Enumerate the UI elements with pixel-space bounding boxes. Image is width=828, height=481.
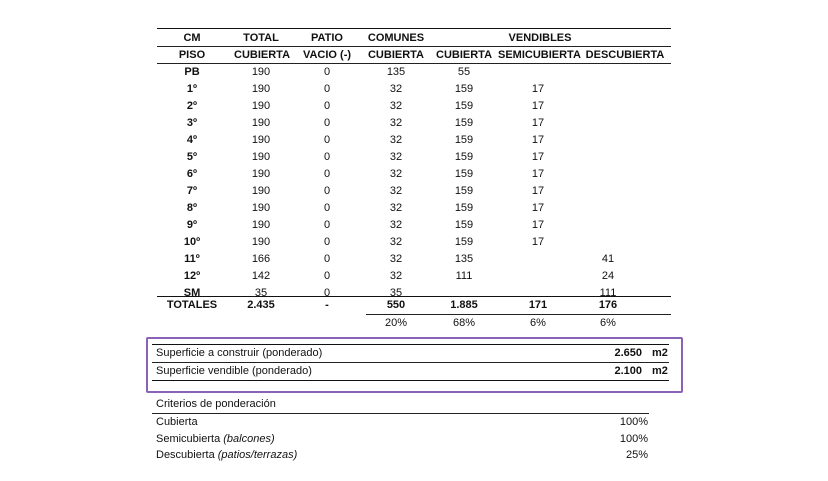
- cell-vend-cubierta: 135: [454, 253, 474, 265]
- criterio-label: Semicubierta: [156, 433, 221, 445]
- summary-bottom-rule: [152, 380, 669, 381]
- table-row: [0, 149, 828, 166]
- criterio-value: 100%: [619, 433, 648, 445]
- superficie-vendible-label: Superficie vendible (ponderado): [156, 365, 312, 377]
- header-vendibles-cubierta: CUBIERTA: [436, 49, 493, 61]
- cell-vend-cubierta: 159: [454, 202, 474, 214]
- cell-total: 166: [251, 253, 271, 265]
- pct-vend-desc: 6%: [600, 317, 616, 329]
- cell-comunes: 32: [389, 168, 403, 180]
- cell-patio: 0: [323, 66, 331, 78]
- cell-vend-cubierta: 159: [454, 151, 474, 163]
- pct-comunes: 20%: [384, 317, 408, 329]
- cell-piso: 11º: [184, 253, 200, 265]
- cell-piso: 10º: [183, 236, 201, 248]
- cell-vend-semi: 17: [531, 185, 545, 197]
- cell-comunes: 32: [389, 270, 403, 282]
- cell-piso: 3º: [186, 117, 198, 129]
- table-row: [0, 234, 828, 251]
- cell-patio: 0: [323, 134, 331, 146]
- totals-row: [0, 297, 828, 314]
- table-row: [0, 132, 828, 149]
- table-row: [0, 81, 828, 98]
- criterio-item: [156, 449, 297, 462]
- cell-total: 190: [251, 185, 271, 197]
- cell-patio: 0: [323, 117, 331, 129]
- summary-mid-rule: [152, 362, 669, 363]
- cell-piso: 5º: [186, 151, 198, 163]
- superficie-construir-value: 2.650: [614, 347, 642, 359]
- cell-patio: 0: [323, 202, 331, 214]
- header-patio-vacio: VACIO (-): [302, 49, 352, 61]
- cell-patio: 0: [323, 270, 331, 282]
- cell-patio: 0: [323, 219, 331, 231]
- cell-vend-cubierta: 159: [454, 168, 474, 180]
- table-row: [0, 268, 828, 285]
- table-row: [0, 251, 828, 268]
- cell-comunes: 32: [389, 185, 403, 197]
- totals-total: 2.435: [247, 299, 275, 311]
- cell-vend-cubierta: 159: [454, 100, 474, 112]
- cell-piso: SM: [183, 287, 201, 299]
- cell-patio: 0: [323, 151, 331, 163]
- cell-vend-semi: 17: [531, 236, 545, 248]
- header-total-cubierta: CUBIERTA: [234, 49, 291, 61]
- cell-vend-cubierta: 111: [455, 270, 473, 282]
- header-vendibles: VENDIBLES: [508, 32, 572, 44]
- cell-total: 35: [254, 287, 268, 299]
- cell-patio: 0: [323, 185, 331, 197]
- cell-piso: 4º: [186, 134, 198, 146]
- cell-patio: 0: [323, 83, 331, 95]
- header-patio: PATIO: [311, 32, 343, 44]
- superficie-vendible-value: 2.100: [614, 365, 642, 377]
- cell-piso: 8º: [186, 202, 198, 214]
- cell-vend-semi: 17: [531, 151, 545, 163]
- cell-vend-cubierta: 159: [454, 236, 474, 248]
- header-total: TOTAL: [243, 32, 279, 44]
- cell-comunes: 32: [389, 253, 403, 265]
- percentages-row: [0, 315, 828, 332]
- table-row: [0, 217, 828, 234]
- cell-vend-desc: 111: [599, 287, 617, 299]
- criterio-item: [156, 433, 275, 446]
- totals-vend-cubierta: 1.885: [450, 299, 478, 311]
- cell-total: 142: [251, 270, 271, 282]
- criterio-item: [156, 416, 198, 429]
- cell-vend-semi: 17: [531, 219, 545, 231]
- cell-vend-cubierta: 55: [457, 66, 471, 78]
- cell-total: 190: [251, 236, 271, 248]
- summary-top-rule: [152, 344, 669, 345]
- criterio-label: Cubierta: [156, 416, 198, 428]
- cell-total: 190: [251, 134, 271, 146]
- cell-vend-desc: 24: [601, 270, 615, 282]
- header-comunes-cubierta: CUBIERTA: [367, 49, 424, 61]
- criterio-label: Descubierta: [156, 449, 215, 461]
- table-top-rule: [157, 28, 671, 29]
- table-row: [0, 115, 828, 132]
- cell-vend-cubierta: 159: [454, 83, 474, 95]
- cell-vend-cubierta: 159: [454, 117, 474, 129]
- cell-comunes: 32: [389, 117, 403, 129]
- cell-total: 190: [251, 117, 271, 129]
- cell-piso: 9º: [186, 219, 198, 231]
- pct-vend-semi: 6%: [530, 317, 546, 329]
- cell-vend-semi: 17: [531, 202, 545, 214]
- criterio-note: (balcones): [223, 433, 275, 445]
- cell-vend-desc: 41: [601, 253, 615, 265]
- cell-vend-semi: 17: [531, 100, 545, 112]
- header-vendibles-descubierta: DESCUBIERTA: [585, 49, 665, 61]
- cell-piso: 1º: [186, 83, 198, 95]
- cell-comunes: 32: [389, 151, 403, 163]
- cell-patio: 0: [323, 100, 331, 112]
- cell-comunes: 32: [389, 134, 403, 146]
- cell-vend-cubierta: 159: [454, 219, 474, 231]
- cell-patio: 0: [323, 253, 331, 265]
- cell-comunes: 32: [389, 100, 403, 112]
- cell-comunes: 32: [389, 202, 403, 214]
- header-divider: [157, 46, 671, 47]
- table-row: [0, 98, 828, 115]
- criterios-title: Criterios de ponderación: [156, 398, 276, 410]
- pct-vend-cubierta: 68%: [452, 317, 476, 329]
- cell-total: 190: [251, 83, 271, 95]
- superficie-construir-label: Superficie a construir (ponderado): [156, 347, 323, 359]
- cell-patio: 0: [323, 236, 331, 248]
- cell-patio: 0: [323, 287, 331, 299]
- superficie-vendible-unit: m2: [652, 365, 668, 377]
- table-row: [0, 200, 828, 217]
- cell-total: 190: [251, 151, 271, 163]
- criterio-value: 100%: [619, 416, 648, 428]
- totals-vend-desc: 176: [598, 299, 618, 311]
- criterio-value: 25%: [625, 449, 648, 461]
- totals-vend-semi: 171: [528, 299, 548, 311]
- table-row: [0, 166, 828, 183]
- cell-vend-semi: 17: [531, 134, 545, 146]
- table-row: [0, 183, 828, 200]
- header-piso: PISO: [178, 49, 206, 61]
- header-comunes: COMUNES: [367, 32, 425, 44]
- header-cm: CM: [183, 32, 201, 44]
- cell-comunes: 135: [386, 66, 406, 78]
- cell-vend-semi: 17: [531, 117, 545, 129]
- totals-comunes: 550: [386, 299, 406, 311]
- cell-comunes: 32: [389, 236, 403, 248]
- cell-patio: 0: [323, 168, 331, 180]
- header-vendibles-semicubierta: SEMICUBIERTA: [498, 49, 581, 61]
- cell-total: 190: [251, 66, 271, 78]
- criterios-rule: [152, 413, 649, 414]
- table-row: [0, 64, 828, 81]
- cell-piso: 12º: [183, 270, 201, 282]
- cell-piso: 2º: [186, 100, 198, 112]
- totals-label: TOTALES: [166, 299, 218, 311]
- cell-comunes: 35: [389, 287, 403, 299]
- totals-patio: -: [325, 299, 329, 311]
- cell-piso: 6º: [186, 168, 198, 180]
- cell-vend-semi: 17: [531, 83, 545, 95]
- cell-piso: 7º: [186, 185, 198, 197]
- cell-piso: PB: [184, 66, 200, 78]
- cell-vend-cubierta: 159: [454, 134, 474, 146]
- cell-total: 190: [251, 219, 271, 231]
- cell-vend-cubierta: 159: [454, 185, 474, 197]
- cell-vend-semi: 17: [531, 168, 545, 180]
- criterio-note: (patios/terrazas): [217, 449, 298, 461]
- cell-comunes: 32: [389, 219, 403, 231]
- cell-total: 190: [251, 168, 271, 180]
- superficie-construir-unit: m2: [652, 347, 668, 359]
- cell-total: 190: [251, 100, 271, 112]
- cell-total: 190: [251, 202, 271, 214]
- cell-comunes: 32: [389, 83, 403, 95]
